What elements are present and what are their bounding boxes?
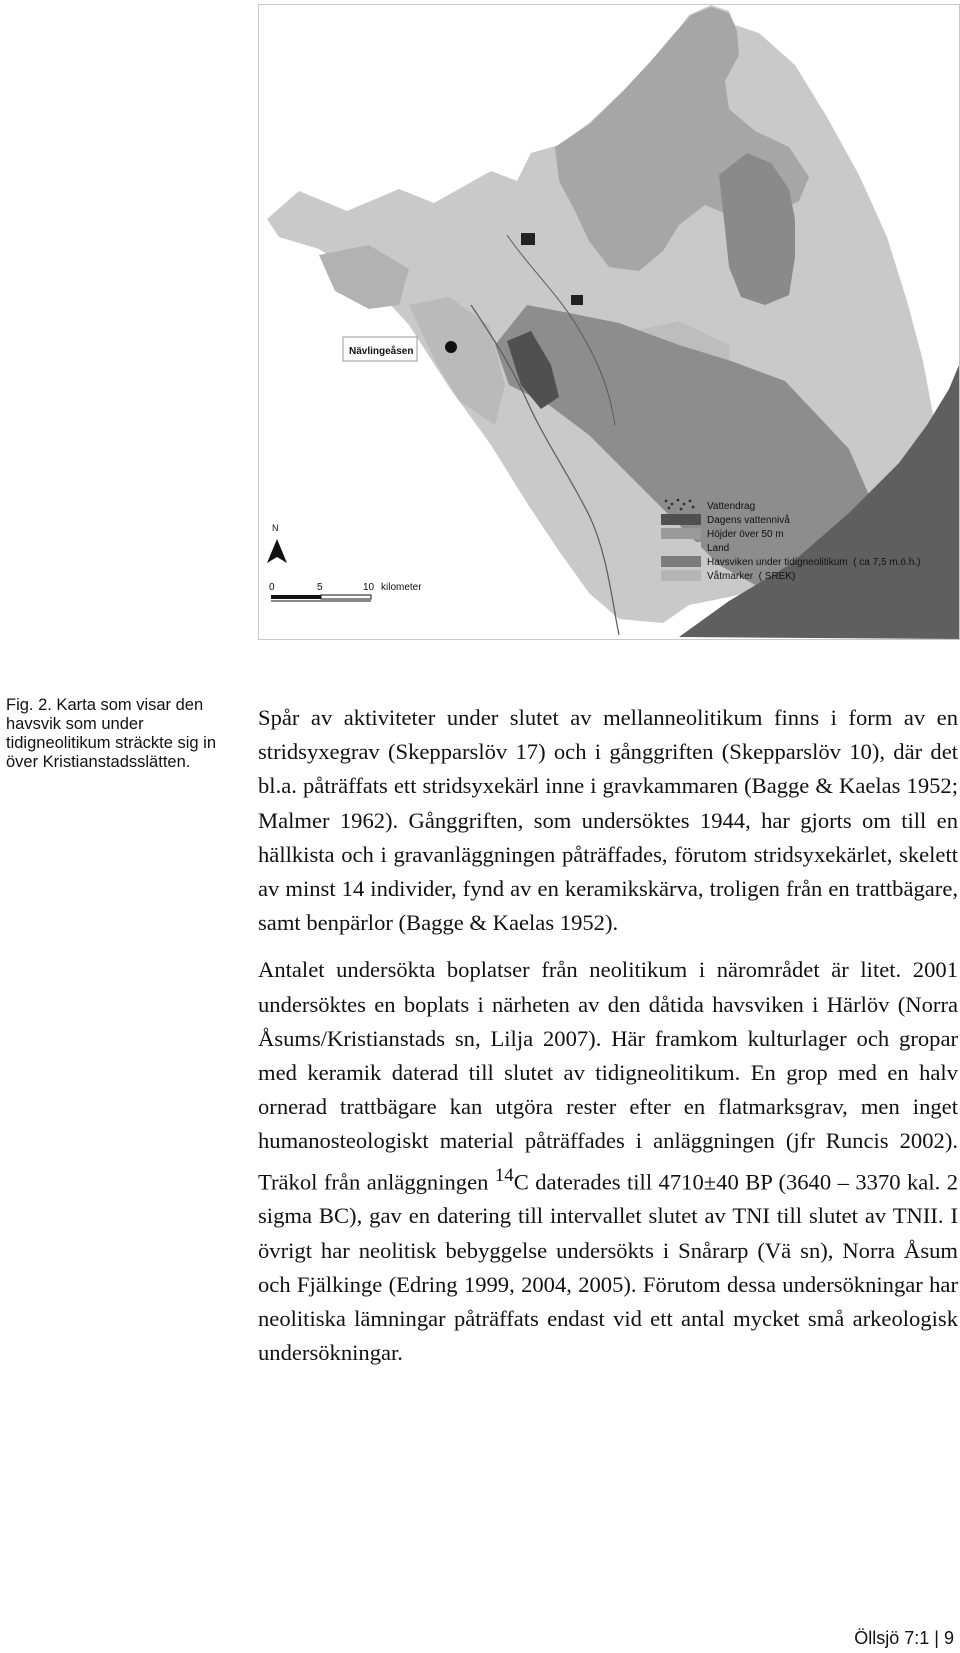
legend-label-vatmarker: Våtmarker ( SREK) — [707, 571, 796, 582]
map-site-cluster — [521, 233, 535, 245]
legend-label-hojder: Höjder över 50 m — [707, 529, 784, 540]
body-text — [258, 701, 958, 1370]
paragraph-text: Antalet undersökta boplatser från neolitikum i närområdet är litet. 2001 undersöktes en boplats i närheten av den dåtida havsviken i Härlöv (Norra Åsums/Kristianstads sn, Lilja 2007). Här framkom kulturlager och gropar med keramik daterad till slutet av tidigneolitikum. En grop med en halv ornerad trattbägare kan utgöra rester efter en flatmarksgrav, men inget humanosteologiskt material påträffades i anläggningen (jfr Runcis 2002). Träkol från anläggningen — [258, 957, 958, 1195]
legend-label-vattendrag: Vattendrag — [707, 501, 756, 512]
paragraph — [258, 953, 958, 1370]
legend-swatch-hojder — [661, 528, 701, 539]
map-site-cluster — [571, 295, 583, 305]
legend-label-land: Land — [707, 543, 730, 554]
legend-swatch-land — [661, 542, 701, 553]
legend-label-dagens-vattenniva: Dagens vattennivå — [707, 515, 790, 526]
superscript: 14 — [494, 1164, 514, 1186]
scale-bar-white — [321, 595, 371, 599]
paragraph: Spår av aktiviteter under slutet av mellanneolitikum finns i form av en stridsyxegrav (Skepparslöv 17) och i gånggriften (Skepparslöv 10), där det bl.a. påträffats ett stridsyxekärl inne i gravkammaren (Bagge & Kaelas 1952; Malmer 1962). Gånggriften, som undersöktes 1944, har gjorts om till en hällkista och i gravanläggningen påträffades, förutom stridsyxekärlet, skelett av minst 14 individer, fynd av en keramikskärva, troligen från en trattbägare, samt benpärlor (Bagge & Kaelas 1952). — [258, 705, 958, 936]
place-label: Nävlingeåsen — [349, 346, 414, 357]
north-label: N — [272, 523, 279, 533]
paragraph-text: C daterades till 4710±40 BP (3640 – 3370 kal. 2 sigma BC), gav en datering till intervallet slutet av TNI till slutet av TNII. I övrigt har neolitisk bebyggelse undersökts i Snårarp (Vä sn), Norra Åsum och Fjälkinge (Edring 1999, 2004, 2005). Förutom dessa undersökningar har neolitiska lämningar påträffats endast vid ett antal mycket små arkeologisk undersökningar. — [258, 1169, 958, 1366]
map-figure — [258, 4, 960, 640]
scale-tick-5: 5 — [317, 582, 323, 593]
legend-label-havsviken: Havsviken under tidigneolitikum ( ca 7,5 m.ö.h.) — [707, 557, 921, 568]
legend-swatch-havsviken — [661, 556, 701, 567]
page-footer: Öllsjö 7:1 | 9 — [854, 1628, 954, 1648]
figure-caption: Fig. 2. Karta som visar den havsvik som under tidigneolitikum sträckte sig in över Kristianstadsslätten. — [6, 696, 217, 771]
scale-unit: kilometer — [381, 582, 422, 593]
scale-tick-10: 10 — [363, 582, 375, 593]
map-graphic — [259, 5, 959, 639]
north-arrow-icon — [267, 539, 287, 563]
map-site-marker — [445, 341, 457, 353]
legend-swatch-vatmarker — [661, 570, 701, 581]
scale-tick-0: 0 — [269, 582, 275, 593]
scale-bar-black — [271, 595, 321, 599]
legend-swatch-dagens-vattenniva — [661, 514, 701, 525]
